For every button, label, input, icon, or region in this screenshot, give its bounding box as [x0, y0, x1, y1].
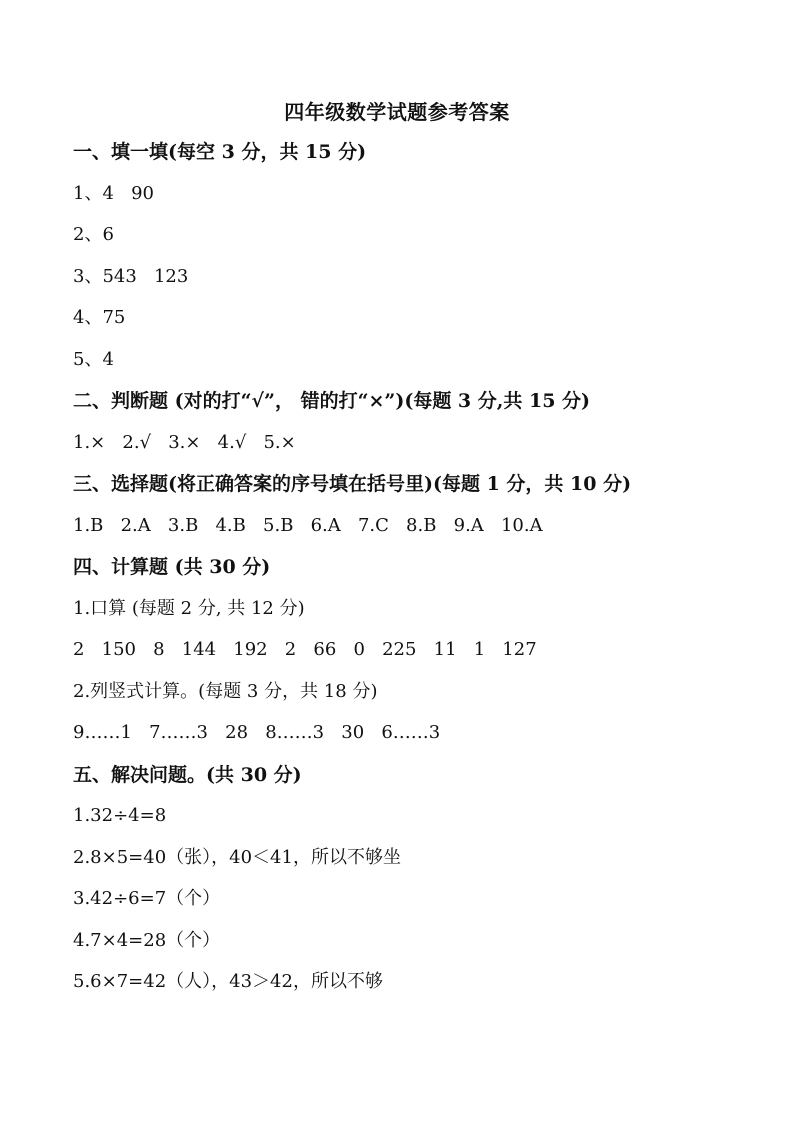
section-2-heading: 二、判断题 (对的打“√”， 错的打“×”)(每题 3 分,共 15 分) — [73, 390, 591, 412]
section-4-subheading-2: 2.列竖式计算。(每题 3 分，共 18 分) — [73, 681, 378, 702]
section-4-answers-2: 9……1 7……3 28 8……3 30 6……3 — [73, 722, 441, 743]
section-5-answer-3: 3.42÷6=7（个） — [73, 888, 221, 909]
section-1-answer-1: 1、4 90 — [73, 183, 154, 204]
section-3-heading: 三、选择题(将正确答案的序号填在括号里)(每题 1 分，共 10 分) — [73, 473, 632, 495]
section-5-answer-1: 1.32÷4=8 — [73, 805, 167, 826]
document-title: 四年级数学试题参考答案 — [284, 100, 510, 124]
section-3-answers: 1.B 2.A 3.B 4.B 5.B 6.A 7.C 8.B 9.A 10.A — [73, 515, 543, 536]
section-1-answer-4: 4、75 — [73, 307, 126, 328]
section-1-heading: 一、填一填(每空 3 分，共 15 分) — [73, 141, 367, 163]
section-1-answer-3: 3、543 123 — [73, 266, 189, 287]
section-5-answer-5: 5.6×7=42（人），43＞42，所以不够 — [73, 971, 383, 992]
section-4-subheading-1: 1.口算 (每题 2 分, 共 12 分) — [73, 598, 305, 619]
section-4-heading: 四、计算题 (共 30 分) — [73, 556, 271, 578]
section-5-heading: 五、解决问题。(共 30 分) — [73, 764, 302, 786]
section-4-answers-1: 2 150 8 144 192 2 66 0 225 11 1 127 — [73, 639, 537, 660]
section-1-answer-5: 5、4 — [73, 349, 114, 370]
section-5-answer-2: 2.8×5=40（张），40＜41，所以不够坐 — [73, 847, 401, 868]
section-2-answers: 1.× 2.√ 3.× 4.√ 5.× — [73, 432, 296, 453]
section-1-answer-2: 2、6 — [73, 224, 114, 245]
section-5-answer-4: 4.7×4=28（个） — [73, 930, 221, 951]
